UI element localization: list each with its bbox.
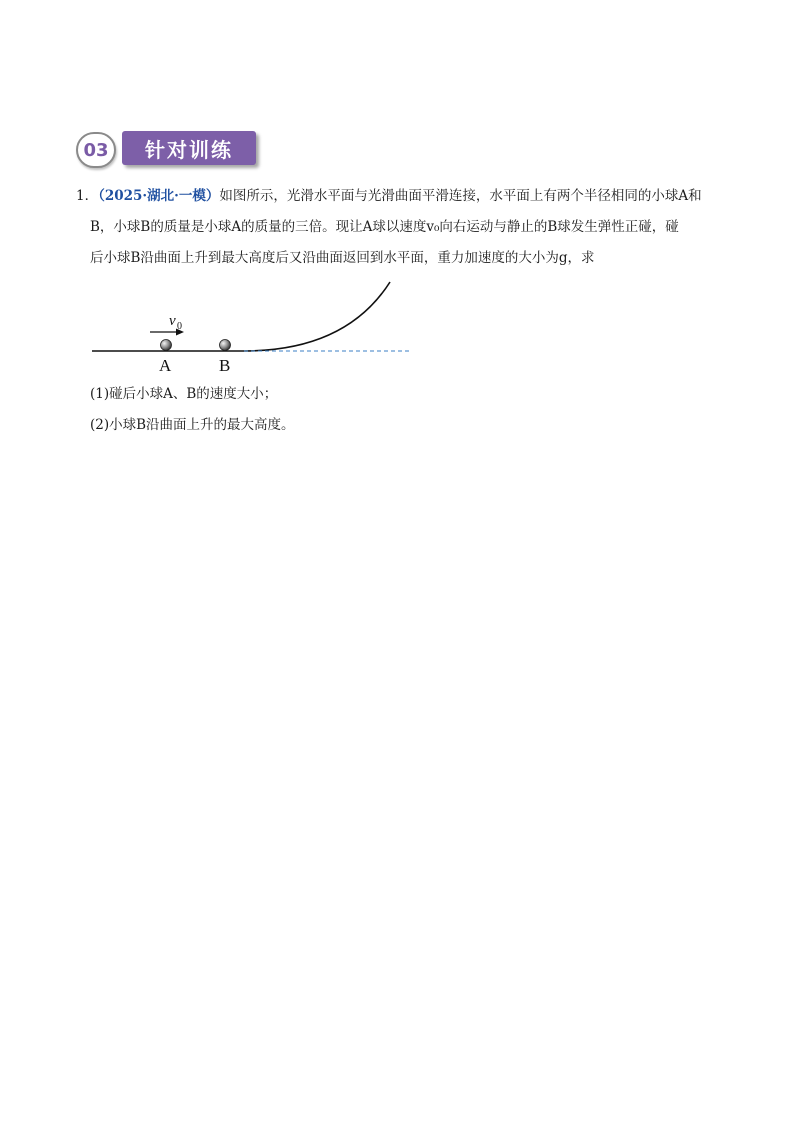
physics-diagram [88, 276, 418, 376]
section-title: 针对训练 [122, 131, 256, 165]
label-b: B [219, 356, 231, 375]
question-number: 1． [76, 188, 99, 204]
velocity-subscript: 0 [177, 321, 182, 332]
ball-b [220, 340, 231, 351]
question-line-3: 后小球B沿曲面上升到最大高度后又沿曲面返回到水平面，重力加速度的大小为g，求 [90, 250, 595, 266]
curved-surface [244, 282, 390, 351]
sub-question-1: (1)碰后小球A、B的速度大小； [90, 386, 278, 402]
sub-question-2: (2)小球B沿曲面上升的最大高度。 [90, 417, 295, 433]
label-a: A [159, 356, 172, 375]
question-text-1: 如图所示，光滑水平面与光滑曲面平滑连接，水平面上有两个半径相同的小球A和 [219, 188, 702, 204]
question-line-1 [76, 186, 702, 206]
velocity-label: v [169, 313, 176, 329]
question-line-2: B，小球B的质量是小球A的质量的三倍。现让A球以速度v₀向右运动与静止的B球发生弹性正碰，碰 [90, 219, 679, 235]
section-header [76, 130, 262, 170]
ball-a [161, 340, 172, 351]
question-source: （2025·湖北·一模） [98, 188, 220, 204]
section-number-badge: 03 [76, 132, 116, 168]
diagram-svg [88, 276, 418, 376]
